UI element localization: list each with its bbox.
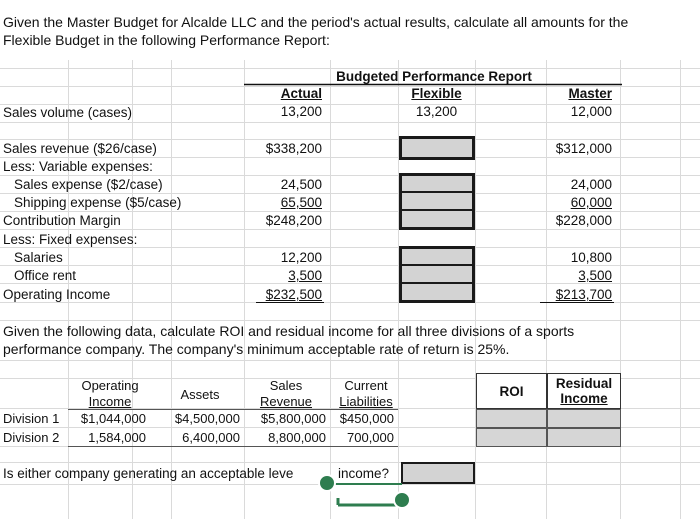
- division-2-roi-input[interactable]: [476, 428, 547, 447]
- header-current: Current: [344, 378, 388, 393]
- actual-salaries: 12,200: [280, 250, 322, 265]
- division-1-operating-income: $1,044,000: [80, 411, 146, 426]
- division-2-sales: 8,800,000: [268, 430, 326, 445]
- header-sales-revenue: Revenue: [259, 394, 313, 409]
- row-label-sales-volume: Sales volume (cases): [3, 105, 133, 120]
- column-flexible-header: Flexible: [411, 86, 462, 101]
- question2-line1: Given the following data, calculate ROI and residual income for all three divisions of a sports: [3, 323, 575, 339]
- actual-operating-income: $232,500: [265, 287, 322, 302]
- actual-sales-expense: 24,500: [280, 177, 322, 192]
- double-underline: [540, 302, 614, 303]
- row-label-salaries: Salaries: [14, 250, 63, 265]
- question1-line1: Given the Master Budget for Alcalde LLC and the period's actual results, calculate all amounts for the: [3, 14, 629, 30]
- flexible-variable-expenses-input[interactable]: [399, 173, 475, 230]
- table-rule: [68, 409, 398, 410]
- roi-header-cell: [476, 373, 547, 409]
- division-1-name: Division 1: [3, 411, 60, 426]
- header-assets: Assets: [180, 387, 220, 402]
- table-rule: [68, 446, 398, 447]
- residual-header-1: Residual: [555, 376, 613, 391]
- master-sales-volume: 12,000: [570, 104, 612, 119]
- input-divider: [402, 282, 472, 284]
- actual-shipping-expense: 65,500: [280, 195, 322, 210]
- division-2-operating-income: 1,584,000: [88, 430, 146, 445]
- header-liabilities: Liabilities: [339, 394, 393, 409]
- master-sales-expense: 24,000: [570, 177, 612, 192]
- flexible-sales-revenue-input[interactable]: [399, 136, 475, 160]
- residual-header-cell: [547, 373, 621, 409]
- division-1-liabilities: $450,000: [339, 411, 394, 426]
- row-label-contribution-margin: Contribution Margin: [3, 213, 121, 228]
- division-1-sales: $5,800,000: [260, 411, 326, 426]
- row-label-sales-revenue: Sales revenue ($26/case): [3, 141, 157, 156]
- row-label-sales-expense: Sales expense ($2/case): [14, 177, 163, 192]
- master-contribution-margin: $228,000: [555, 213, 612, 228]
- column-master-header: Master: [568, 86, 612, 101]
- master-shipping-expense: 60,000: [570, 195, 612, 210]
- input-divider: [402, 209, 472, 211]
- column-actual-header: Actual: [280, 86, 322, 101]
- selection-handles[interactable]: [318, 468, 418, 514]
- row-label-less-variable: Less: Variable expenses:: [3, 159, 153, 174]
- selection-end-handle[interactable]: [394, 492, 410, 508]
- row-label-office-rent: Office rent: [14, 268, 77, 283]
- question3-text-start: Is either company generating an acceptable leve: [3, 466, 294, 481]
- flexible-sales-volume: 13,200: [415, 104, 458, 119]
- question1-line2: Flexible Budget in the following Performance Report:: [3, 32, 330, 48]
- division-2-residual-input[interactable]: [547, 428, 621, 447]
- master-sales-revenue: $312,000: [555, 141, 612, 156]
- division-1-assets: $4,500,000: [174, 411, 240, 426]
- double-underline: [256, 302, 324, 303]
- selection-start-handle[interactable]: [319, 475, 335, 491]
- division-2-liabilities: 700,000: [347, 430, 394, 445]
- actual-sales-revenue: $338,200: [265, 141, 322, 156]
- report-title: Budgeted Performance Report: [336, 69, 532, 84]
- actual-contribution-margin: $248,200: [265, 213, 322, 228]
- division-1-roi-input[interactable]: [476, 409, 547, 428]
- input-divider: [402, 264, 472, 266]
- roi-header: ROI: [499, 384, 524, 399]
- division-2-assets: 6,400,000: [182, 430, 240, 445]
- header-sales: Sales: [269, 378, 303, 393]
- master-salaries: 10,800: [570, 250, 612, 265]
- division-1-residual-input[interactable]: [547, 409, 621, 428]
- question3-text-end: income?: [338, 466, 390, 481]
- header-operating-income-2: Income: [88, 394, 132, 409]
- question2-line2: performance company. The company's minimum acceptable rate of return is 25%.: [3, 341, 510, 357]
- division-2-name: Division 2: [3, 430, 60, 445]
- row-label-less-fixed: Less: Fixed expenses:: [3, 232, 138, 247]
- actual-sales-volume: 13,200: [280, 104, 322, 119]
- header-operating-income: Operating: [81, 378, 139, 393]
- actual-office-rent: 3,500: [288, 268, 322, 283]
- row-label-shipping-expense: Shipping expense ($5/case): [14, 195, 182, 210]
- master-operating-income: $213,700: [555, 287, 612, 302]
- master-office-rent: 3,500: [578, 268, 612, 283]
- flexible-fixed-expenses-input[interactable]: [399, 246, 475, 303]
- row-label-operating-income: Operating Income: [3, 287, 111, 302]
- residual-header-2: Income: [560, 391, 608, 406]
- input-divider: [402, 191, 472, 193]
